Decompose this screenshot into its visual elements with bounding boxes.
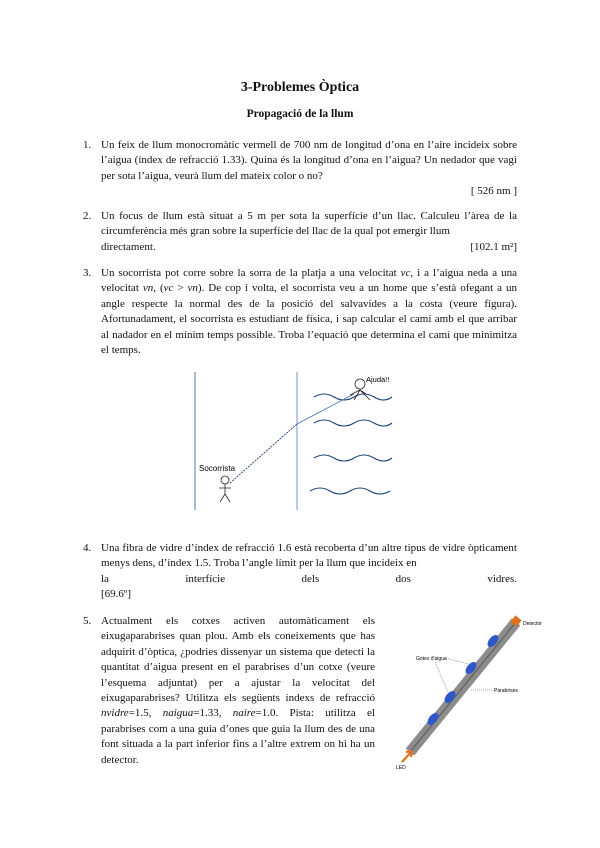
windshield-edge [410,622,516,752]
var-vn: vn [142,282,154,295]
led-label: LED [396,765,406,771]
problem-3-text-part: , ( [153,282,164,295]
problem-4-number: 4. [83,542,92,554]
section-subtitle: Propagació de la llum [246,108,354,120]
detector-label: Detector [523,621,542,627]
spread-word: vidres. [487,572,517,585]
spread-word: dos [395,572,411,585]
problem-4-text: Una fibra de vidre d’índex de refracció 1.6 està recoberta d’un altre tipus de vidre òpticament menys dens, d’índex 1.5. Troba l’angle límit per la llum que incideix en [101,542,517,570]
var-naigua: naigua [162,707,194,720]
problem-4-answer: [69.6º] [101,588,131,601]
problem-4 [101,541,517,603]
drops-pointer [446,658,468,664]
problem-2 [101,209,517,255]
wave-line [314,420,392,426]
windshield-label: Parabrises [494,688,518,694]
spread-word: dels [301,572,320,585]
problem-3 [101,266,517,358]
problem-5-text-part: =1.0. [255,707,279,720]
problem-4-spread-line [101,572,517,587]
socorrista-label: Socorrista [199,464,236,473]
var-nvidre: nvidre [101,707,129,720]
wave-line [310,488,390,494]
page-title: 3-Problemes Òptica [240,80,360,95]
problem-5 [101,614,375,768]
problem-1 [101,138,517,200]
led-arrow-icon [402,751,412,762]
wave-line [314,455,392,461]
problem-5-text-part: =1.5, [128,707,163,720]
help-label: Ajuda!! [366,375,390,384]
problem-3-text-part: > [173,282,188,295]
problem-5-text-part: Pista: utilitza el parabrises com a una guia d’ones que guia la llum des de una font situada a la part inferior fins a l’altre extrem on hi ha un detector. [101,707,375,766]
problem-2-answer: [102.1 m²] [470,240,517,253]
lifeguard-head-icon [221,476,229,484]
lifeguard-icon [219,484,231,502]
problem-2-number: 2. [83,210,92,222]
problem-3-text-part: ). De cop i volta, el socorrista veu a un home que s’està ofegant a un angle respecte la normal des de la posició del salvavides a la costa (veure figura). Afortunadament, el socorrista es estudiant de física, i sap calcular el camí amb el que arribar al nadador en el mínim temps possible. Troba l’equació que determina el camí que minimitza el temps. [101,282,518,357]
problem-2-text: Un focus de llum està situat a 5 m per sota la superfície d’un llac. Calculeu l’àrea de la circumferència més gran sobre la superfície del llac de la qual pot emergir llum [101,210,517,238]
problem-3-number: 3. [83,267,92,279]
problem-3-text-part: Un socorrista pot corre sobre la sorra de la platja a una velocitat [101,267,401,279]
problem-1-text: Un feix de llum monocromàtic vermell de 700 nm de longitud d’ona en l’aire incideix sobre l’aigua (índex de refracció 1.33). Quina és la longitud d’ona en l’aigua? Un nedador que vagi per sota l’aigua, veurà llum del mateix color o no? [101,139,517,182]
drops-pointer [435,662,448,692]
var-vc: vc [400,267,411,279]
problem-5-text-part: Actualment els cotxes activen automàticament els eixugaparabrises quan plou. Amb els coneixements que has adquirit d’òptica, ¿podries dissenyar un sistema que detecti la quantitat d’aigua present en el parabrises d’un cotxe (veure l’esquema adjuntat) per a ajustar la velocitat del eixugaparabrises? Utilitza els següents índexs de refracció [101,615,375,705]
var-vc: vc [163,282,174,295]
problem-1-answer: [ 526 nm ] [470,185,517,198]
lifeguard-figure [194,370,408,512]
spread-word: la [101,572,109,585]
windshield-figure [390,612,540,772]
problem-5-text-part: =1.33, [193,707,233,720]
swimmer-head-icon [355,379,365,389]
drops-label: Gotes d'aigua [416,656,447,662]
path-water [297,394,354,424]
problem-2-last-line: directament. [101,240,156,253]
var-naire: naire [232,707,256,720]
path-sand [230,424,297,483]
problem-1-number: 1. [83,139,92,151]
problem-5-number: 5. [83,615,92,627]
problem-3-text-part: , i a l’aigua neda a una velocitat [101,267,517,295]
spread-word: interfície [185,572,226,585]
var-vn: vn [187,282,198,295]
